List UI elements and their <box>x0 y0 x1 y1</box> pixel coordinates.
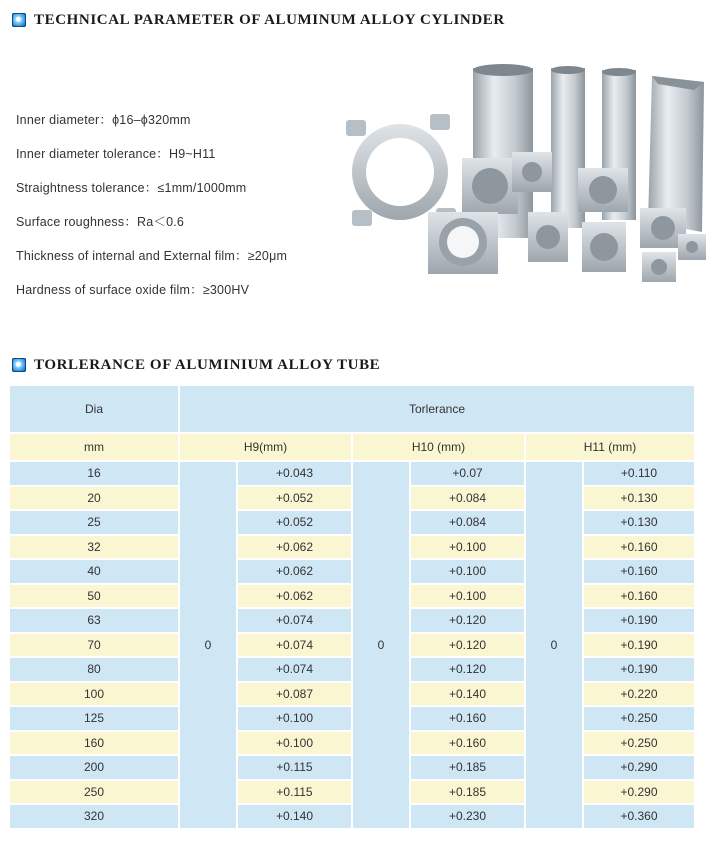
cell-h11: +0.160 <box>584 536 696 561</box>
cell-h9: +0.115 <box>238 781 353 806</box>
cell-h10: +0.185 <box>411 781 526 806</box>
cell-dia: 320 <box>10 805 180 830</box>
cell-h9: +0.140 <box>238 805 353 830</box>
cell-h10: +0.120 <box>411 609 526 634</box>
cell-h9: +0.115 <box>238 756 353 781</box>
cell-h11: +0.190 <box>584 658 696 683</box>
parameter-list <box>16 108 287 312</box>
cell-dia: 200 <box>10 756 180 781</box>
cell-h10: +0.100 <box>411 536 526 561</box>
section-title-text: TORLERANCE OF ALUMINIUM ALLOY TUBE <box>34 356 381 373</box>
cell-dia: 160 <box>10 732 180 757</box>
aluminum-profiles-photo <box>342 62 714 294</box>
cell-h9: +0.043 <box>238 462 353 487</box>
cell-h9: +0.062 <box>238 536 353 561</box>
cell-h9: +0.062 <box>238 560 353 585</box>
param-oxide-hardness: Hardness of surface oxide film：≥300HV <box>16 283 250 297</box>
cell-dia: 125 <box>10 707 180 732</box>
param-inner-diameter: Inner diameter：ϕ16–ϕ320mm <box>16 113 191 127</box>
cell-h11: +0.290 <box>584 781 696 806</box>
cell-h11: +0.190 <box>584 634 696 659</box>
section-title-technical-parameter <box>12 9 505 31</box>
header-mm: mm <box>10 434 180 462</box>
cell-dia: 25 <box>10 511 180 536</box>
cell-dia: 70 <box>10 634 180 659</box>
cell-h11: +0.110 <box>584 462 696 487</box>
cell-dia: 20 <box>10 487 180 512</box>
blue-square-bullet-icon <box>12 358 26 372</box>
cell-h9: +0.074 <box>238 634 353 659</box>
tolerance-table <box>10 386 696 830</box>
table-header-row <box>10 386 696 434</box>
cell-dia: 80 <box>10 658 180 683</box>
param-film-thickness: Thickness of internal and External film：≥20μm <box>16 249 288 263</box>
cell-h11: +0.250 <box>584 707 696 732</box>
section-title-text: TECHNICAL PARAMETER OF ALUMINUM ALLOY CYLINDER <box>34 11 505 28</box>
param-straightness-tolerance: Straightness tolerance：≤1mm/1000mm <box>16 181 247 195</box>
tolerance-table-body <box>10 462 696 830</box>
cell-h11: +0.160 <box>584 585 696 610</box>
cell-h9: +0.100 <box>238 707 353 732</box>
cell-h9: +0.074 <box>238 658 353 683</box>
cell-dia: 16 <box>10 462 180 487</box>
param-surface-roughness: Surface roughness：Ra＜0.6 <box>16 215 185 229</box>
cell-h10: +0.160 <box>411 707 526 732</box>
cell-dia: 32 <box>10 536 180 561</box>
header-h11: H11 (mm) <box>526 434 696 462</box>
cell-h10: +0.185 <box>411 756 526 781</box>
cell-h9: +0.062 <box>238 585 353 610</box>
cell-h11: +0.130 <box>584 511 696 536</box>
cell-h11: +0.220 <box>584 683 696 708</box>
cell-h11: +0.190 <box>584 609 696 634</box>
cell-dia: 50 <box>10 585 180 610</box>
section-title-tolerance <box>12 354 380 376</box>
cell-h10: +0.084 <box>411 487 526 512</box>
header-h9: H9(mm) <box>180 434 353 462</box>
header-h10: H10 (mm) <box>353 434 526 462</box>
cell-h11: +0.290 <box>584 756 696 781</box>
cell-h11: +0.160 <box>584 560 696 585</box>
cell-dia: 100 <box>10 683 180 708</box>
cell-h11: +0.360 <box>584 805 696 830</box>
table-subheader-row <box>10 434 696 462</box>
cell-h11-lower-deviation: 0 <box>526 462 584 830</box>
cell-h10: +0.100 <box>411 560 526 585</box>
cell-h10: +0.084 <box>411 511 526 536</box>
cell-h10: +0.160 <box>411 732 526 757</box>
table-row <box>10 462 696 487</box>
cell-h9: +0.052 <box>238 511 353 536</box>
cell-h10: +0.120 <box>411 634 526 659</box>
cell-h9: +0.087 <box>238 683 353 708</box>
cell-h10-lower-deviation: 0 <box>353 462 411 830</box>
cell-h10: +0.120 <box>411 658 526 683</box>
cell-h9: +0.074 <box>238 609 353 634</box>
cell-h10: +0.230 <box>411 805 526 830</box>
cell-dia: 40 <box>10 560 180 585</box>
blue-square-bullet-icon <box>12 13 26 27</box>
cell-dia: 250 <box>10 781 180 806</box>
cell-h10: +0.07 <box>411 462 526 487</box>
cell-h9: +0.052 <box>238 487 353 512</box>
cell-h9-lower-deviation: 0 <box>180 462 238 830</box>
cell-dia: 63 <box>10 609 180 634</box>
cell-h10: +0.140 <box>411 683 526 708</box>
cell-h10: +0.100 <box>411 585 526 610</box>
cell-h9: +0.100 <box>238 732 353 757</box>
cell-h11: +0.250 <box>584 732 696 757</box>
param-inner-diameter-tolerance: Inner diameter tolerance：H9~H11 <box>16 147 216 161</box>
cell-h11: +0.130 <box>584 487 696 512</box>
header-tolerance: Torlerance <box>180 386 696 434</box>
header-dia: Dia <box>10 386 180 434</box>
